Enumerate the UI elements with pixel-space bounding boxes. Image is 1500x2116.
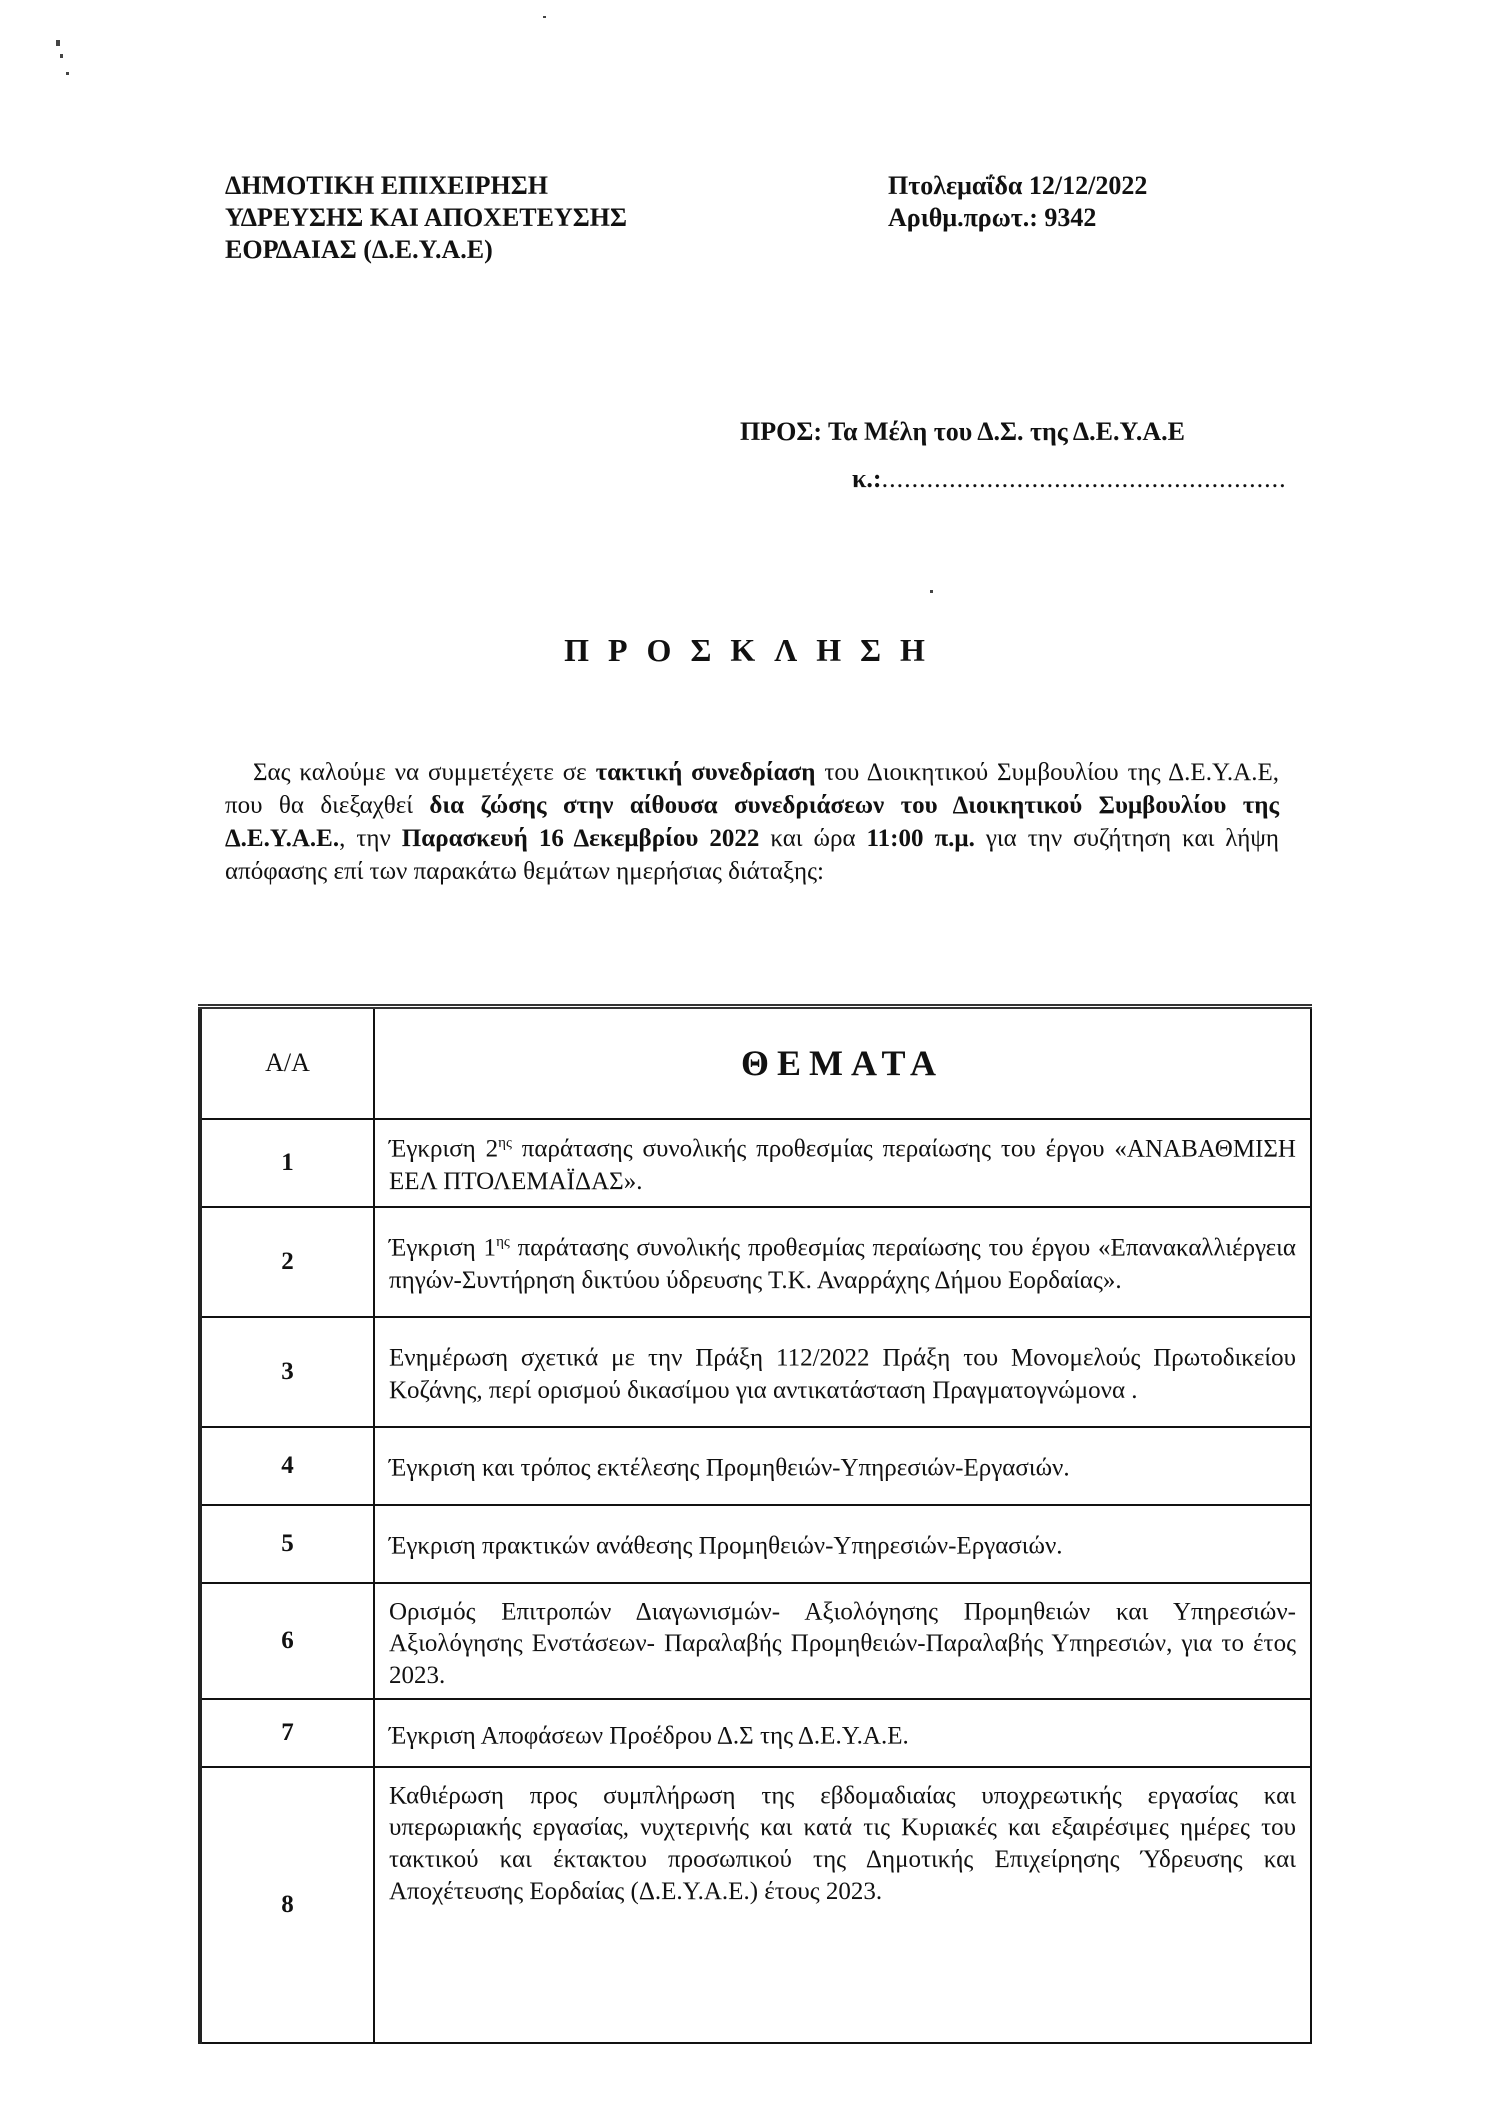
topic-text: Έγκριση Αποφάσεων Προέδρου Δ.Σ της Δ.Ε.Υ.Α.Ε. [389,1721,909,1749]
topic-text: Ορισμός Επιτροπών Διαγωνισμών- Αξιολόγησης Προμηθειών και Υπηρεσιών- Αξιολόγησης Ενστάσεων- Παραλαβής Προμηθειών-Παραλαβής Υπηρεσιών, για το έτος 2023. [389,1597,1296,1689]
topic-text: Καθιέρωση προς συμπλήρωση της εβδομαδιαίας υποχρεωτικής εργασίας και υπερωριακής εργασίας, νυχτερινής και κατά τις Κυριακές και εξαιρέσιμες ημέρες του τακτικού και έκτακτου προσωπικού της Δημοτικής Επιχείρησης Ύδρευσης και Αποχέτευσης Εορδαίας (Δ.Ε.Υ.Α.Ε.) έτους 2023. [389,1782,1296,1906]
item-number: 8 [200,1767,374,2043]
item-topic [374,1699,1311,1767]
scan-mark [56,40,60,46]
item-topic [374,1207,1311,1317]
item-number: 1 [200,1119,374,1207]
column-header-topics: ΘΕΜΑΤΑ [374,1007,1311,1119]
scan-mark [60,54,63,58]
topic-text: παράτασης συνολικής προθεσμίας περαίωσης του έργου «ΑΝΑΒΑΘΜΙΣΗ ΕΕΛ ΠΤΟΛΕΜΑΪΔΑΣ». [389,1135,1296,1195]
invitation-paragraph [225,756,1279,888]
to-text: Τα Μέλη του Δ.Σ. της Δ.Ε.Υ.Α.Ε [828,417,1186,446]
item-topic [374,1119,1311,1207]
k-label: κ.: [852,464,882,493]
column-header-number: Α/Α [200,1007,374,1119]
org-line: ΥΔΡΕΥΣΗΣ ΚΑΙ ΑΠΟΧΕΤΕΥΣΗΣ [225,203,627,232]
meeting-mode: δια ζώσης [429,792,547,819]
intro-text: Σας καλούμε να συμμετέχετε σε [253,759,596,786]
ordinal-suffix: ης [496,1234,510,1251]
org-line: ΕΟΡΔΑΙΑΣ (Δ.Ε.Υ.Α.Ε) [225,235,493,264]
to-label: ΠΡΟΣ: [740,417,822,446]
recipient-line [740,417,1185,447]
meeting-type: τακτική συνεδρίαση [595,759,816,786]
topic-text: Ενημέρωση σχετικά με την Πράξη 112/2022 Πράξη του Μονομελούς Πρωτοδικείου Κοζάνης, περί ορισμού δικασίμου για αντικατάσταση Πραγματογνώμονα . [389,1344,1296,1404]
recipient-name-line [852,464,1287,494]
name-blank: ...................................................... [881,464,1287,493]
organization-block [225,170,627,266]
table-row [200,1119,1311,1207]
item-topic [374,1767,1311,2043]
item-number: 6 [200,1583,374,1699]
scan-mark [66,72,69,75]
intro-text [547,792,563,819]
intro-text: , την [339,825,402,852]
meeting-date: Παρασκευή 16 Δεκεμβρίου 2022 [401,825,760,852]
intro-text: και ώρα [759,825,867,852]
item-number: 3 [200,1317,374,1427]
item-number: 5 [200,1505,374,1583]
topic-text: παράτασης συνολικής προθεσμίας περαίωσης του έργου «Επανακαλλιέργεια πηγών-Συντήρηση δικτύου ύδρευσης Τ.Κ. Αναρράχης Δήμου Εορδαίας». [389,1234,1296,1294]
ordinal-suffix: ης [498,1135,512,1152]
item-topic [374,1505,1311,1583]
item-number: 4 [200,1427,374,1505]
table-row [200,1317,1311,1427]
topic-text: Έγκριση πρακτικών ανάθεσης Προμηθειών-Υπηρεσιών-Εργασιών. [389,1532,1063,1560]
agenda-table [198,1004,1312,2044]
table-row [200,1427,1311,1505]
table-row [200,1583,1311,1699]
item-topic [374,1317,1311,1427]
item-number: 2 [200,1207,374,1317]
protocol-number: Αριθμ.πρωτ.: 9342 [888,203,1097,232]
table-row [200,1505,1311,1583]
item-topic [374,1427,1311,1505]
item-topic [374,1583,1311,1699]
table-header-row [200,1007,1311,1119]
date-protocol-block [888,170,1147,234]
table-row [200,1767,1311,2043]
intro-text: για την συζήτηση και λήψη απόφασης επί των παρακάτω θεμάτων ημερήσιας διάταξης: [225,825,1279,885]
topic-text: Έγκριση και τρόπος εκτέλεσης Προμηθειών-Υπηρεσιών-Εργασιών. [389,1454,1070,1482]
document-title: ΠΡΟΣΚΛΗΣΗ [564,632,944,668]
org-line: ΔΗΜΟΤΙΚΗ ΕΠΙΧΕΙΡΗΣΗ [225,171,548,200]
topic-prefix: Έγκριση 1 [389,1234,497,1262]
meeting-location: στην αίθουσα συνεδριάσεων του Διοικητικού Συμβουλίου της Δ.Ε.Υ.Α.Ε. [225,792,1279,852]
item-number: 7 [200,1699,374,1767]
table-row [200,1207,1311,1317]
table-row [200,1699,1311,1767]
topic-prefix: Έγκριση 2 [389,1135,499,1163]
place-date: Πτολεμαΐδα 12/12/2022 [888,171,1148,200]
intro-text: του Διοικητικού Συμβουλίου της Δ.Ε.Υ.Α.Ε, που θα διεξαχθεί [225,759,1279,819]
scan-mark [543,16,546,18]
meeting-time: 11:00 π.μ. [866,825,975,852]
scan-mark [930,590,933,593]
agenda-body [200,1119,1311,2043]
